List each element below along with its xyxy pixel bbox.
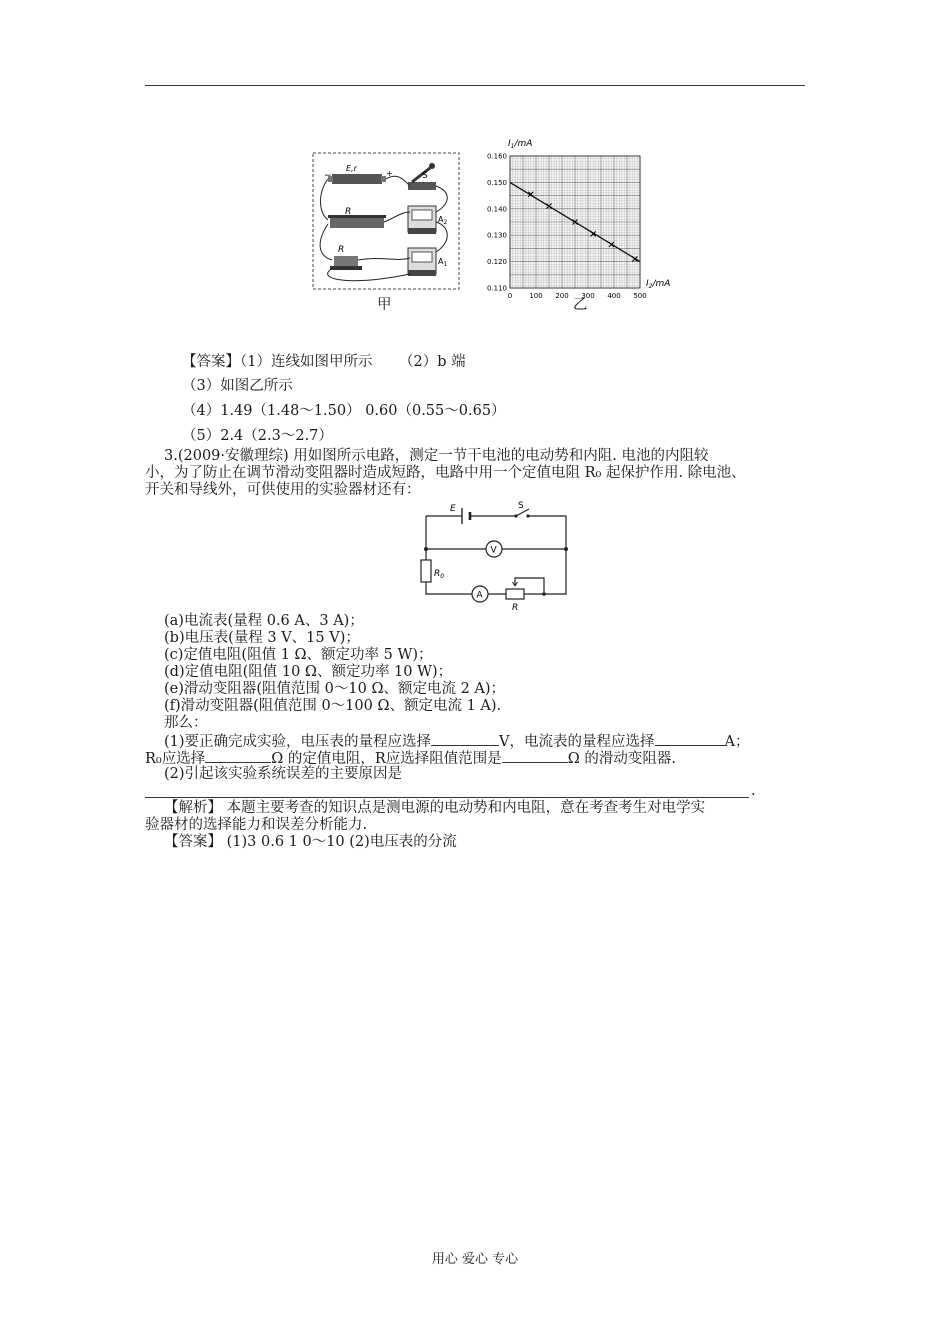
caption-yi: 乙 <box>573 297 588 313</box>
resistor-label: R <box>338 245 345 255</box>
header-rule <box>145 85 805 86</box>
question-lead: 那么： <box>164 715 208 731</box>
analysis-line1: 【解析】 本题主要考查的知识点是测电源的电动势和内电阻，意在考查考生对电学实 <box>164 800 706 816</box>
battery-symbol <box>328 174 386 184</box>
option-c: (c)定值电阻(阻值 1 Ω、额定功率 5 W)； <box>164 647 433 663</box>
answer1-line1a: 【答案】（1）连线如图甲所示 <box>182 354 373 370</box>
junction-left <box>424 547 428 551</box>
y-tick-label: 0.130 <box>486 231 507 240</box>
circuit-diagram-q3 <box>416 500 576 612</box>
plus-sign: + <box>386 169 393 178</box>
x-tick-label: 200 <box>555 292 569 300</box>
switch-s-label: S <box>518 501 524 511</box>
x-tick-label: 500 <box>633 292 647 300</box>
q3-line3: 开关和导线外，可供使用的实验器材还有： <box>145 482 421 498</box>
resistor-r0-label: $R_0$ <box>434 569 445 580</box>
battery-e-symbol <box>462 508 470 524</box>
answer1-line4: （5）2.4（2.3～2.7） <box>182 428 333 444</box>
minus-sign: − <box>324 171 332 181</box>
answer2-line: 【答案】 (1)3 0.6 1 0～10 (2)电压表的分流 <box>164 834 457 850</box>
junction-rheostat <box>542 592 546 596</box>
q3-line1: 3.(2009·安徽理综) 用如图所示电路，测定一节干电池的电动势和内阻. 电池的内阻较 <box>164 448 709 464</box>
q1-text-d: R₀应选择 <box>145 751 206 767</box>
switch-label: S <box>422 171 428 181</box>
ammeter-label: A <box>476 590 483 601</box>
option-d: (d)定值电阻(阻值 10 Ω、额定功率 10 W)； <box>164 664 453 680</box>
ammeter-a1-symbol <box>408 248 436 276</box>
answer1-line3: （4）1.49（1.48～1.50） 0.60（0.55～0.65） <box>182 403 506 419</box>
x-tick-label: 0 <box>507 292 513 300</box>
ammeter-a2-symbol <box>408 206 436 234</box>
blank-ammeter-range[interactable] <box>655 732 725 746</box>
y-tick-label: 0.140 <box>486 205 507 214</box>
x-tick-label: 300 <box>581 292 595 300</box>
analysis-line2: 验器材的选择能力和误差分析能力. <box>145 817 368 833</box>
resistor-r0-symbol <box>421 560 431 582</box>
caption-jia: 甲 <box>377 297 392 313</box>
resistor-symbol <box>330 256 362 270</box>
q1-text-a: (1)要正确完成实验，电压表的量程应选择 <box>164 734 432 750</box>
ammeter1-label: $A_1$ <box>438 257 448 268</box>
q1-text-e: Ω 的定值电阻，R应选择阻值范围是 <box>271 751 502 767</box>
q1-text-b: V，电流表的量程应选择 <box>499 734 655 750</box>
page-footer: 用心 爱心 专心 <box>431 1252 519 1267</box>
option-f: (f)滑动变阻器(阻值范围 0～100 Ω、额定电流 1 A). <box>164 698 502 714</box>
answer1-line2: （3）如图乙所示 <box>182 378 293 394</box>
rheostat-label: R <box>345 207 352 217</box>
option-b: (b)电压表(量程 3 V、15 V)； <box>164 630 360 646</box>
question-2-period: . <box>751 783 756 799</box>
y-tick-label: 0.160 <box>486 152 507 161</box>
voltmeter-label: V <box>490 545 497 556</box>
option-e: (e)滑动变阻器(阻值范围 0～10 Ω、额定电流 2 A)； <box>164 681 506 697</box>
answer1-line1b: （2）b 端 <box>399 354 466 370</box>
x-axis-label: $I_2/mA$ <box>646 279 671 290</box>
circuit-diagram-jia <box>312 152 460 290</box>
chart-i1-vs-i2 <box>478 134 690 320</box>
y-axis-label: $I_1/mA$ <box>508 139 533 150</box>
y-tick-label: 0.110 <box>486 284 507 293</box>
q1-text-c: A； <box>724 734 750 750</box>
source-label: E,r <box>346 164 357 173</box>
y-tick-label: 0.150 <box>486 178 507 187</box>
q1-text-f: Ω 的滑动变阻器. <box>567 751 677 767</box>
x-tick-label: 400 <box>607 292 621 300</box>
blank-r0-value[interactable] <box>205 749 271 763</box>
blank-voltmeter-range[interactable] <box>431 732 499 746</box>
x-tick-label: 100 <box>529 292 543 300</box>
blank-rheostat-range[interactable] <box>502 749 568 763</box>
rheostat-r-label: R <box>512 603 519 612</box>
ammeter2-label: $A_2$ <box>438 215 448 226</box>
battery-label: E <box>450 504 456 514</box>
junction-right <box>564 547 568 551</box>
y-tick-label: 0.120 <box>486 258 507 267</box>
question-2-line: (2)引起该实验系统误差的主要原因是 <box>164 766 403 782</box>
rheostat-symbol <box>328 215 386 228</box>
blank-error-reason[interactable] <box>145 797 749 798</box>
option-a: (a)电流表(量程 0.6 A、3 A)； <box>164 613 364 629</box>
q3-line2: 小，为了防止在调节滑动变阻器时造成短路，电路中用一个定值电阻 R₀ 起保护作用. 除电池、 <box>145 465 746 481</box>
